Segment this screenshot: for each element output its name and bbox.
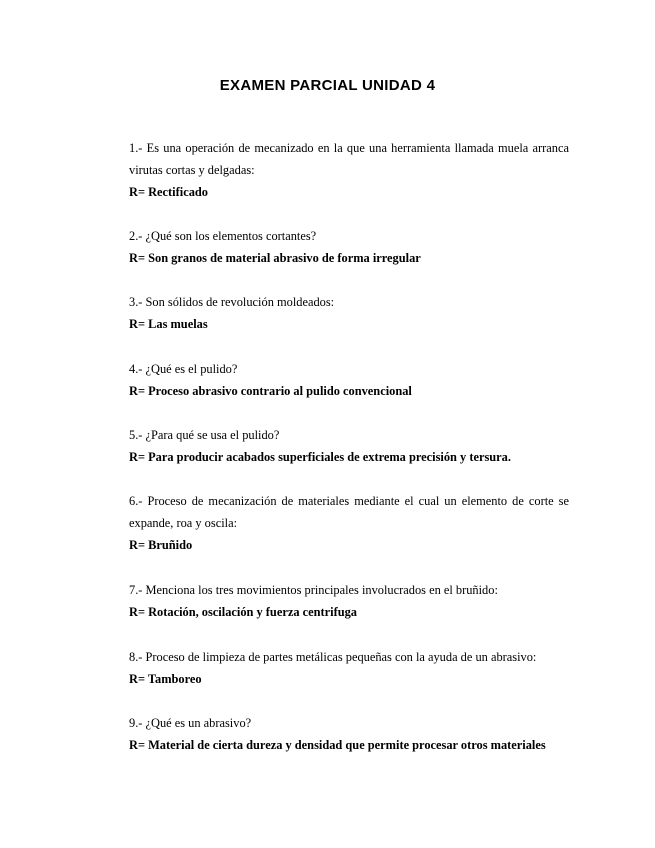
answer-text: R= Proceso abrasivo contrario al pulido convencional [129,384,412,398]
question-text: 8.- Proceso de limpieza de partes metálicas pequeñas con la ayuda de un abrasivo: [129,650,537,664]
page-title: EXAMEN PARCIAL UNIDAD 4 [219,77,436,94]
question-text: 4.- ¿Qué es el pulido? [129,362,238,376]
question-text: 6.- Proceso de mecanización de materiales mediante el cual un elemento de corte se expande, roa y oscila: [129,494,569,530]
answer-text: R= Bruñido [129,538,193,552]
question-item-1 [129,137,569,203]
question-text: 3.- Son sólidos de revolución moldeados: [129,295,335,309]
question-item-9 [129,712,569,756]
question-item-3 [129,291,569,335]
answer-text: R= Rotación, oscilación y fuerza centrifuga [129,605,357,619]
answer-text: R= Las muelas [129,317,208,331]
question-item-6 [129,490,569,556]
question-item-4 [129,358,569,402]
question-text: 5.- ¿Para qué se usa el pulido? [129,428,280,442]
question-item-5 [129,424,569,468]
question-item-8 [129,646,569,690]
question-item-2 [129,225,569,269]
question-text: 1.- Es una operación de mecanizado en la que una herramienta llamada muela arranca virutas cortas y delgadas: [129,141,569,177]
question-item-7 [129,579,569,623]
answer-text: R= Material de cierta dureza y densidad que permite procesar otros materiales [129,738,546,752]
answer-text: R= Son granos de material abrasivo de forma irregular [129,251,421,265]
answer-text: R= Para producir acabados superficiales de extrema precisión y tersura. [129,450,511,464]
question-text: 7.- Menciona los tres movimientos principales involucrados en el bruñido: [129,583,498,597]
question-text: 2.- ¿Qué son los elementos cortantes? [129,229,317,243]
answer-text: R= Tamboreo [129,672,202,686]
question-text: 9.- ¿Qué es un abrasivo? [129,716,252,730]
answer-text: R= Rectificado [129,185,208,199]
